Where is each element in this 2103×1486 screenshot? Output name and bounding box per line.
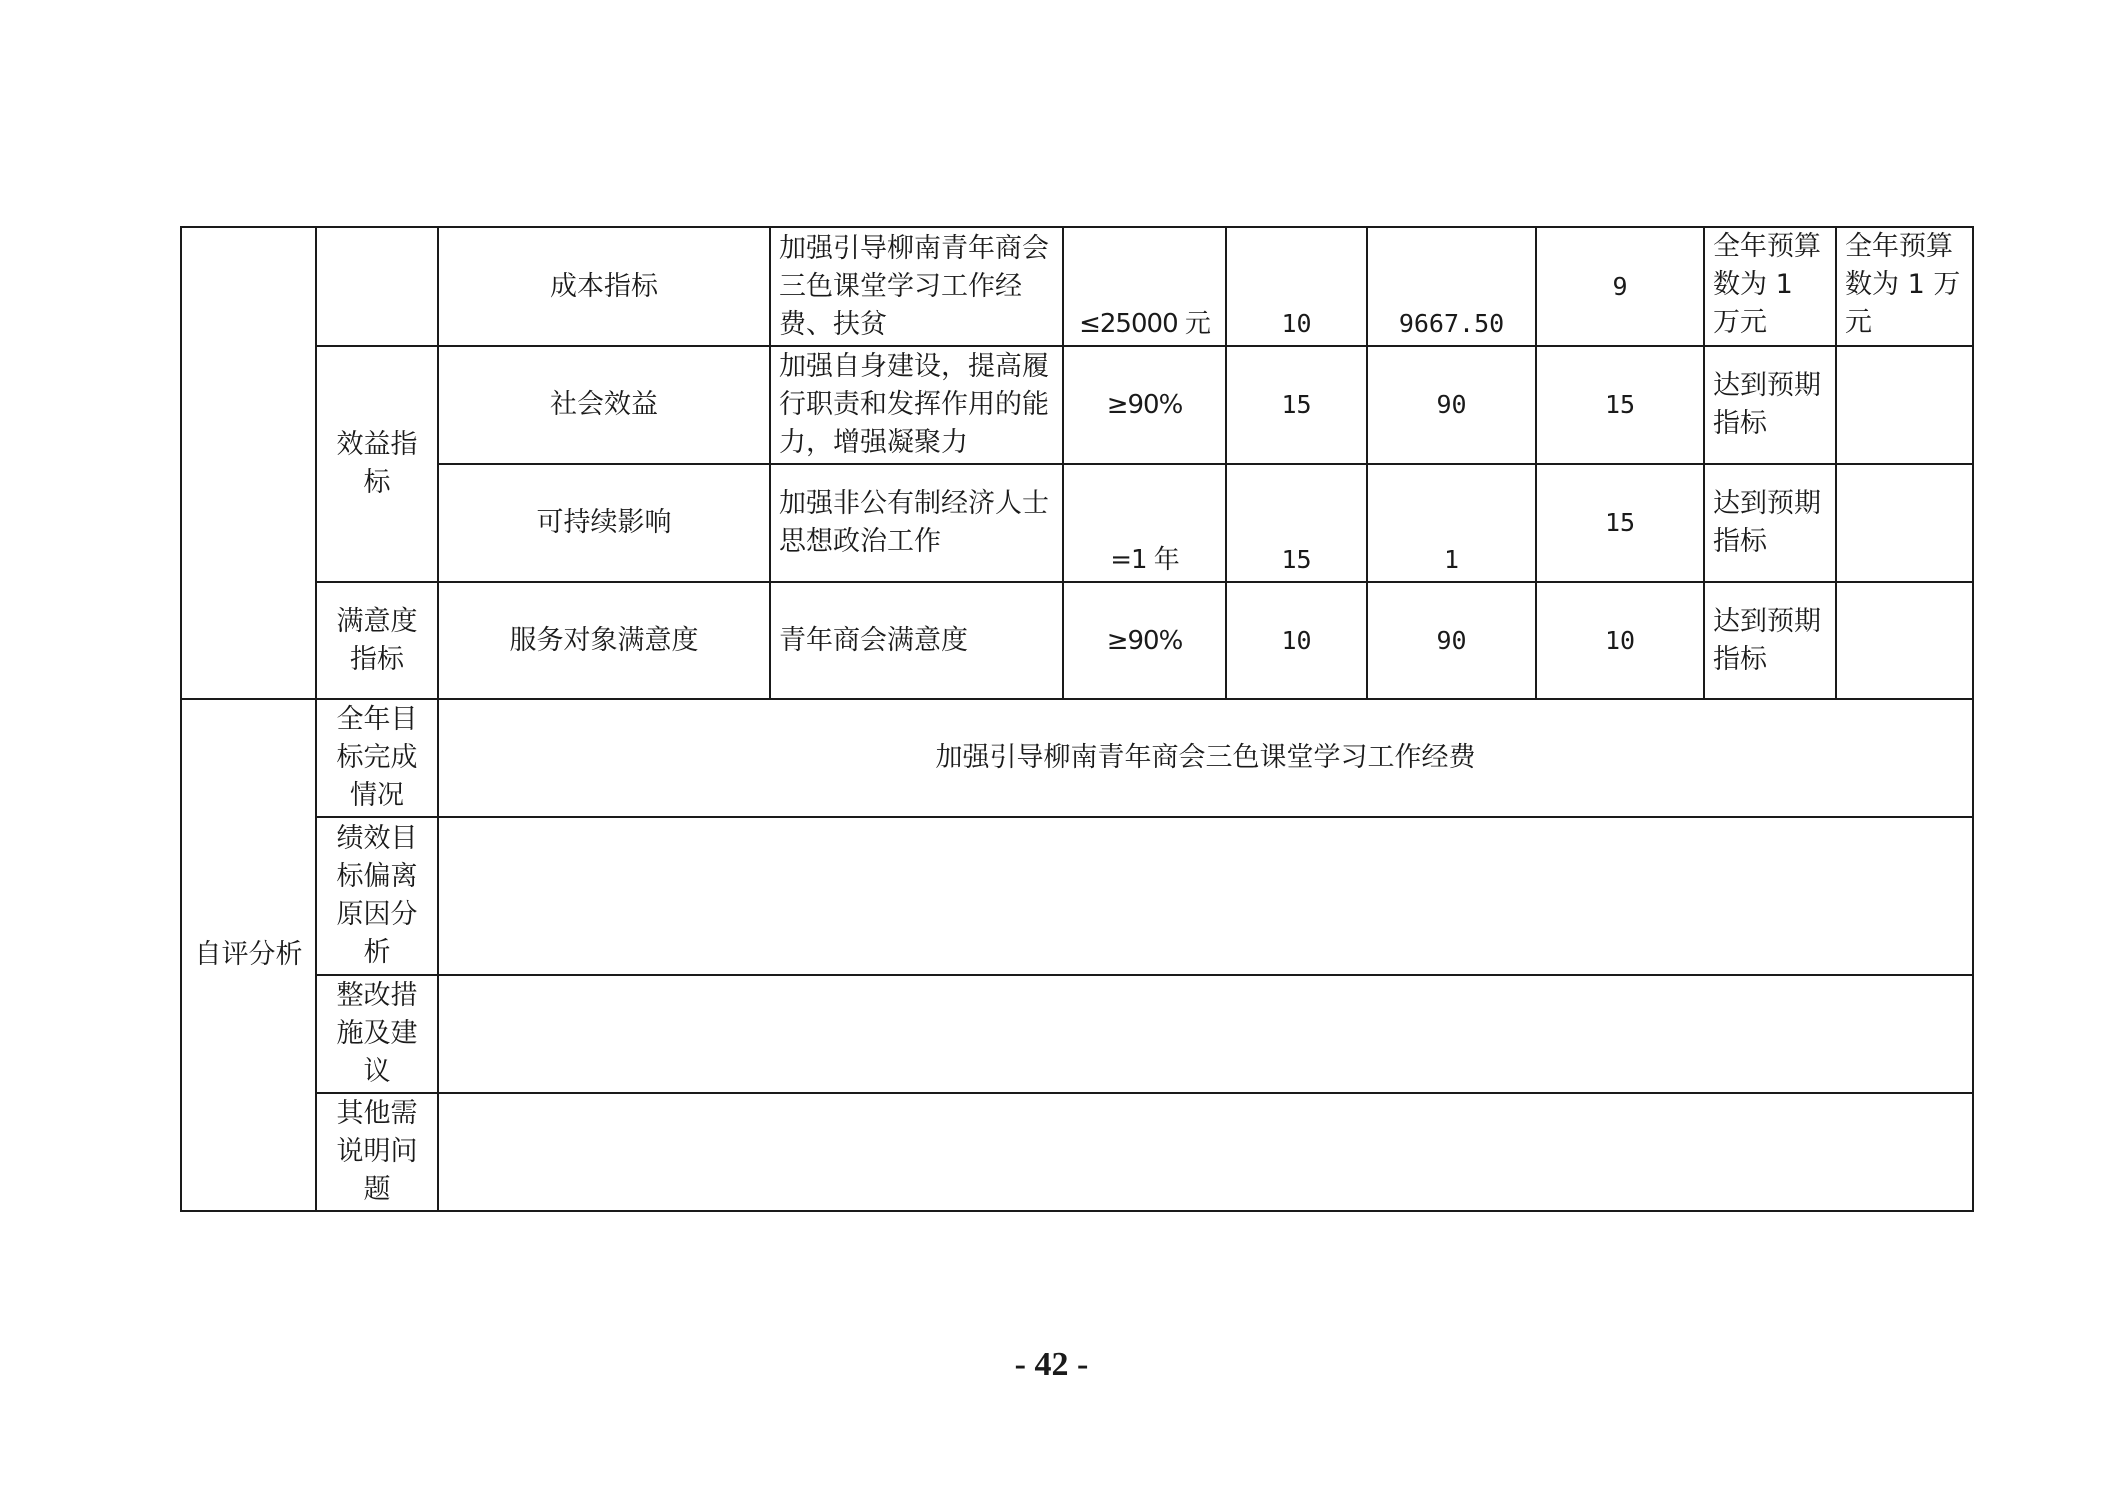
remark-cell: 全年预算数为 1 万元 bbox=[1836, 227, 1973, 346]
indicator-cell: 服务对象满意度 bbox=[438, 582, 770, 699]
subcategory-cell bbox=[316, 227, 438, 346]
actual-cell: 9667.50 bbox=[1367, 227, 1536, 346]
performance-evaluation-table bbox=[180, 226, 1974, 1212]
self-eval-item-label: 绩效目标偏离原因分析 bbox=[316, 817, 438, 975]
actual-cell: 90 bbox=[1367, 346, 1536, 464]
remark-cell bbox=[1836, 346, 1973, 464]
score-cell: 15 bbox=[1536, 464, 1704, 582]
reason-cell: 达到预期指标 bbox=[1704, 582, 1836, 699]
self-eval-item-value bbox=[438, 1093, 1973, 1211]
self-eval-item-label: 其他需说明问题 bbox=[316, 1093, 438, 1211]
self-eval-item-value bbox=[438, 975, 1973, 1093]
table-row-cost bbox=[181, 227, 1973, 346]
self-eval-label-cell: 自评分析 bbox=[181, 699, 316, 1211]
weight-cell: 15 bbox=[1226, 464, 1367, 582]
category-cell-blank bbox=[181, 227, 316, 699]
target-cell: ≤25000 元 bbox=[1063, 227, 1226, 346]
table-row-social bbox=[181, 346, 1973, 464]
table-row-self-eval-deviation bbox=[181, 817, 1973, 975]
weight-cell: 15 bbox=[1226, 346, 1367, 464]
content-cell: 加强自身建设，提高履行职责和发挥作用的能力，增强凝聚力 bbox=[770, 346, 1063, 464]
reason-cell: 达到预期指标 bbox=[1704, 346, 1836, 464]
self-eval-item-value bbox=[438, 817, 1973, 975]
weight-cell: 10 bbox=[1226, 582, 1367, 699]
score-cell: 10 bbox=[1536, 582, 1704, 699]
table-row-self-eval-other bbox=[181, 1093, 1973, 1211]
weight-cell: 10 bbox=[1226, 227, 1367, 346]
subcategory-cell-benefit: 效益指标 bbox=[316, 346, 438, 582]
indicator-cell: 可持续影响 bbox=[438, 464, 770, 582]
table-row-satisfaction bbox=[181, 582, 1973, 699]
score-cell: 15 bbox=[1536, 346, 1704, 464]
indicator-cell: 社会效益 bbox=[438, 346, 770, 464]
table-row-self-eval-completion bbox=[181, 699, 1973, 817]
remark-cell bbox=[1836, 582, 1973, 699]
reason-cell: 全年预算数为 1 万元 bbox=[1704, 227, 1836, 346]
actual-cell: 1 bbox=[1367, 464, 1536, 582]
self-eval-item-value: 加强引导柳南青年商会三色课堂学习工作经费 bbox=[438, 699, 1973, 817]
content-cell: 青年商会满意度 bbox=[770, 582, 1063, 699]
table-row-self-eval-rectification bbox=[181, 975, 1973, 1093]
score-cell: 9 bbox=[1536, 227, 1704, 346]
target-cell: =1 年 bbox=[1063, 464, 1226, 582]
target-cell: ≥90% bbox=[1063, 582, 1226, 699]
target-cell: ≥90% bbox=[1063, 346, 1226, 464]
self-eval-item-label: 全年目标完成情况 bbox=[316, 699, 438, 817]
content-cell: 加强非公有制经济人士思想政治工作 bbox=[770, 464, 1063, 582]
content-cell: 加强引导柳南青年商会三色课堂学习工作经费、扶贫 bbox=[770, 227, 1063, 346]
reason-cell: 达到预期指标 bbox=[1704, 464, 1836, 582]
actual-cell: 90 bbox=[1367, 582, 1536, 699]
indicator-cell: 成本指标 bbox=[438, 227, 770, 346]
table-row-sustainable bbox=[181, 464, 1973, 582]
remark-cell bbox=[1836, 464, 1973, 582]
subcategory-cell-satisfaction: 满意度指标 bbox=[316, 582, 438, 699]
self-eval-item-label: 整改措施及建议 bbox=[316, 975, 438, 1093]
page-number: - 42 - bbox=[1014, 1346, 1089, 1383]
